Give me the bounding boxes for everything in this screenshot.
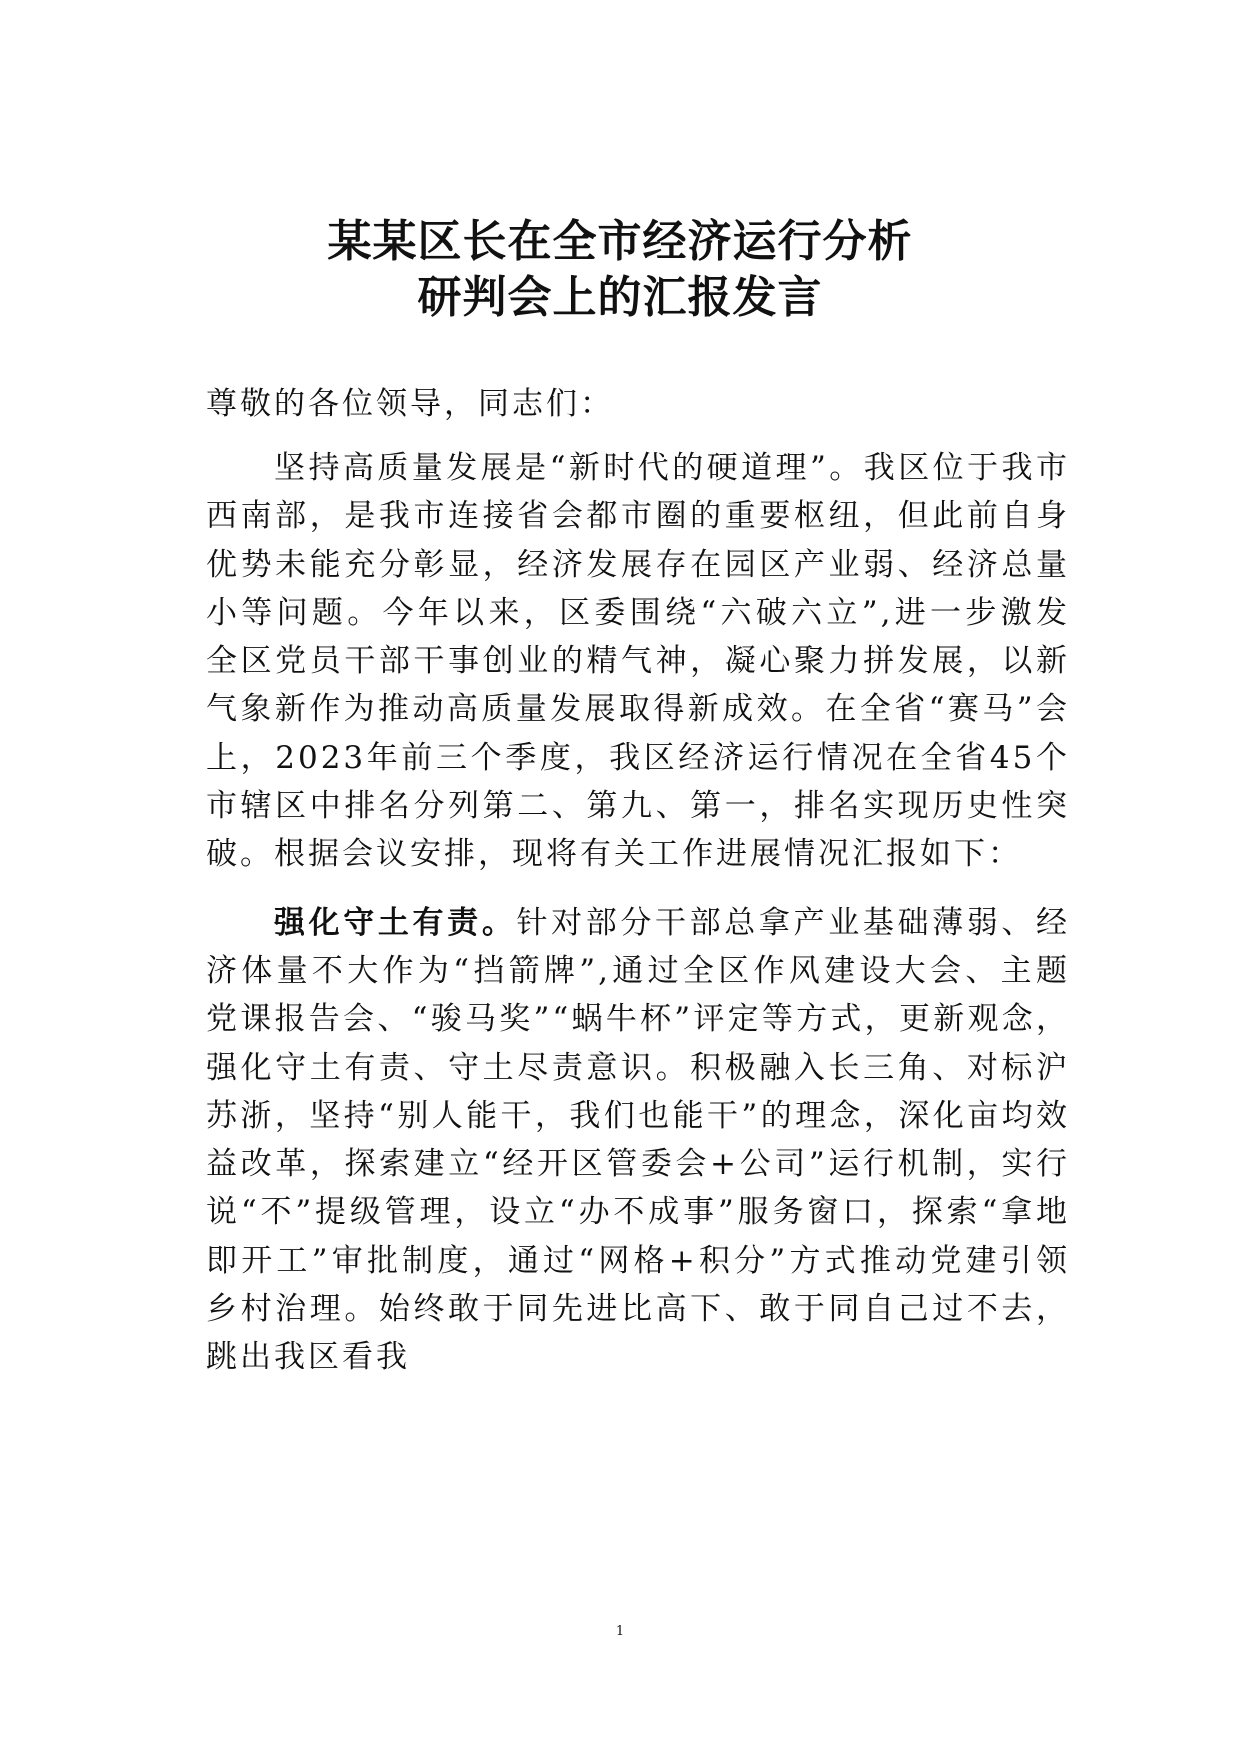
title-line-2: 研判会上的汇报发言 bbox=[417, 272, 823, 323]
paragraph-responsibility-text: 针对部分干部总拿产业基础薄弱、经济体量不大作为“挡箭牌”,通过全区作风建设大会、主题党课报告会、“骏马奖”“蜗牛杯”评定等方式，更新观念，强化守土有责、守土尽责意识。积极融入长三角、对标沪苏浙，坚持“别人能干，我们也能干”的理念，深化亩均效益改革，探索建立“经开区管委会+公司”运行机制，实行说“不”提级管理，设立“办不成事”服务窗口，探索“拿地即开工”审批制度，通过“网格+积分”方式推动党建引领乡村治理。始终敢于同先进比高下、敢于同自己过不去，跳出我区看我 bbox=[206, 904, 1071, 1376]
paragraph-intro: 坚持高质量发展是“新时代的硬道理”。我区位于我市西南部，是我市连接省会都市圈的重要枢纽，但此前自身优势未能充分彰显，经济发展存在园区产业弱、经济总量小等问题。今年以来，区委围绕“六破六立”,进一步激发全区党员干部干事创业的精气神，凝心聚力拼发展，以新气象新作为推动高质量发展取得新成效。在全省“赛马”会上，2023年前三个季度，我区经济运行情况在全省45个市辖区中排名分列第二、第九、第一，排名实现历史性突破。根据会议安排，现将有关工作进展情况汇报如下： bbox=[206, 450, 1070, 873]
page-number: 1 bbox=[615, 1624, 625, 1639]
paragraph-lead-heading: 强化守土有责。 bbox=[274, 904, 517, 941]
document-title bbox=[0, 214, 1240, 326]
paragraph-responsibility bbox=[206, 899, 1070, 1382]
title-line-1: 某某区长在全市经济运行分析 bbox=[327, 216, 913, 267]
document-body bbox=[206, 382, 1070, 1382]
salutation: 尊敬的各位领导，同志们： bbox=[206, 386, 614, 422]
